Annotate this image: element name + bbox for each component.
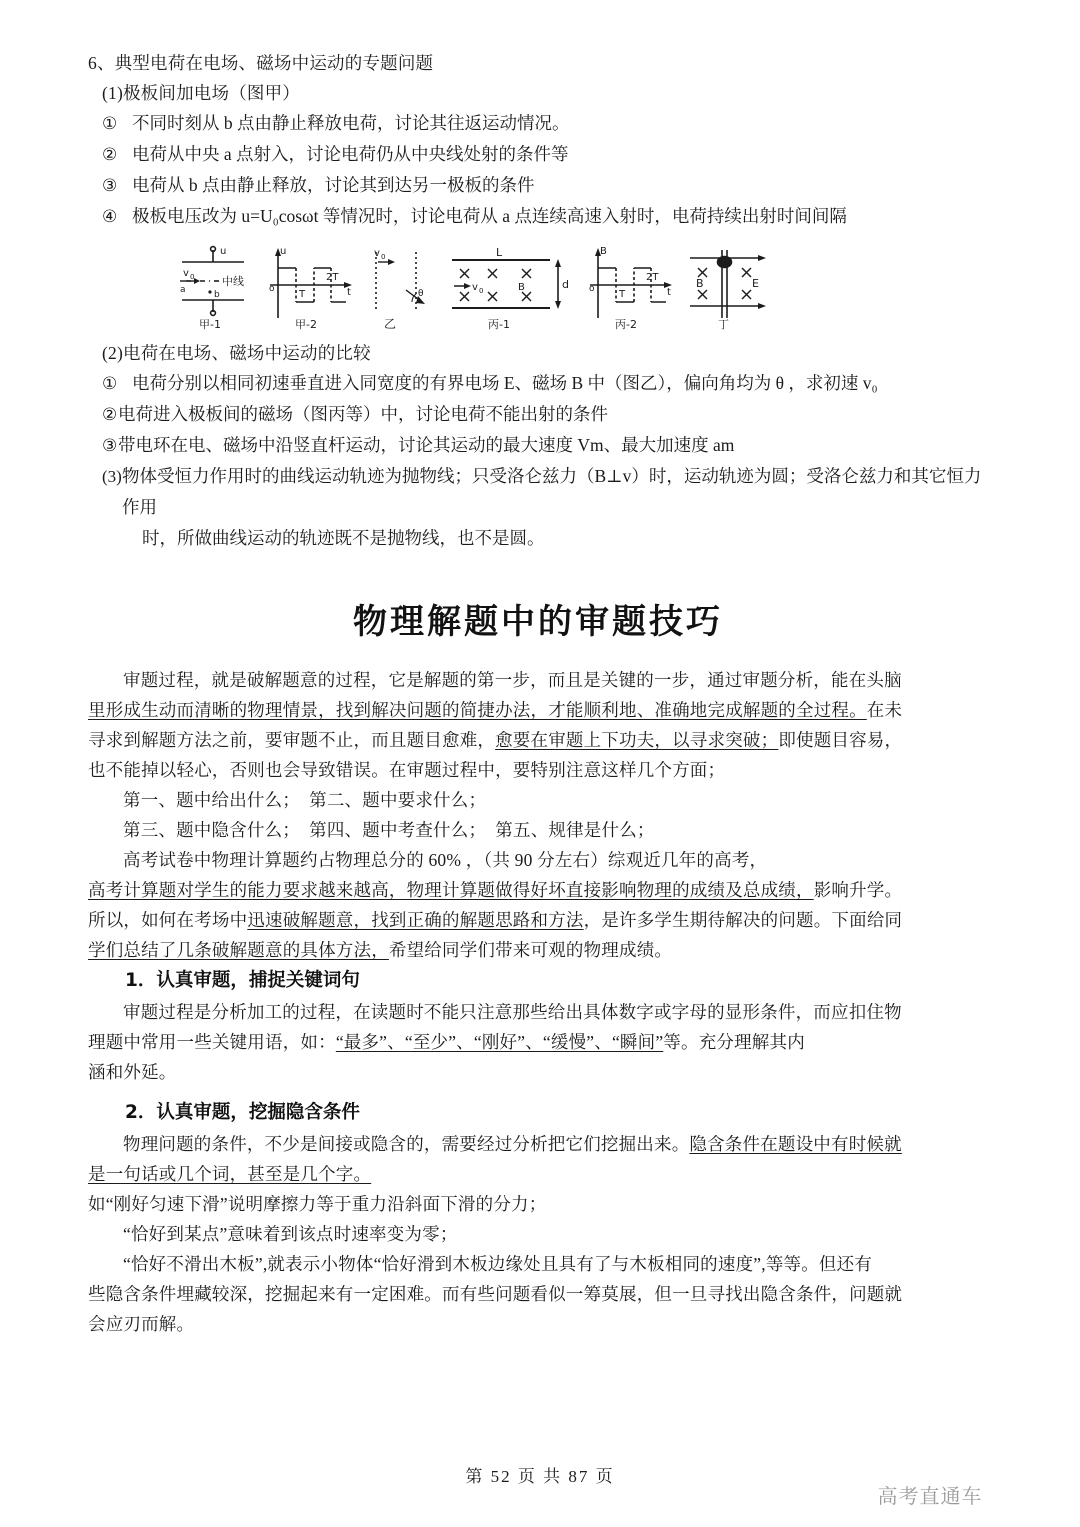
paragraph-text: ，是许多学生期待解决的问题。下面给同 (583, 910, 903, 930)
figure-bing-2 (589, 246, 672, 331)
underlined-text: 迅速破解题意，找到正确的解题思路和方法 (247, 910, 584, 930)
paragraph-line (88, 935, 988, 965)
list-text: 极板电压改为 u=U₀cosωt 等情况时，讨论电荷从 a 点连续高速入射时，电荷持续出射时间间隔 (132, 206, 847, 226)
svg-text:v: v (472, 282, 478, 293)
section-heading-2: 2．认真审题，挖掘隐含条件 (125, 1102, 360, 1123)
svg-text:T: T (299, 289, 306, 300)
emphasis-dotted-text: 理题中常用一些关键用语 (88, 1032, 283, 1052)
paragraph-line (88, 815, 988, 845)
paragraph-text: 审题过程，就是破解题意的过程，它是解题的第一步，而且是关键的一步，通过审题分析，能在头脑 (123, 670, 902, 690)
paragraph-line (88, 1027, 988, 1057)
paragraph-text: 希望给同学们带来可观的物理成绩。 (388, 940, 673, 960)
list-marker: ② (102, 145, 118, 164)
paragraph-text: ，如： (282, 1032, 336, 1052)
svg-text:t: t (667, 287, 671, 298)
paragraph-text: 等。充分理解其内 (663, 1032, 805, 1052)
paragraph-line (88, 1057, 988, 1087)
paragraph-line (88, 1189, 988, 1219)
underlined-text: 隐含条件在题设中有时候就 (689, 1134, 902, 1154)
paragraph-line (88, 1279, 988, 1309)
paragraph-text: 所以，如何在考场中 (88, 910, 248, 930)
svg-text:a: a (180, 285, 186, 295)
list-text: 电荷从 b 点由静止释放，讨论其到达另一极板的条件 (132, 175, 535, 195)
paragraph-line (88, 725, 988, 755)
subsection-2-text: (2)电荷在电场、磁场中运动的比较 (102, 343, 371, 363)
svg-text:b: b (214, 290, 220, 300)
list-item (88, 430, 988, 461)
paragraph-text: 在未 (866, 700, 903, 720)
paragraph-text: 会应刃而解。 (88, 1314, 195, 1334)
paragraph-line (88, 1159, 988, 1189)
list-marker: ④ (102, 207, 118, 226)
list-text: 不同时刻从 b 点由静止释放电荷，讨论其往返运动情况。 (132, 113, 570, 133)
list-text: 电荷从中央 a 点射入，讨论电荷仍从中央线处射的条件等 (132, 144, 569, 164)
svg-text:0: 0 (381, 253, 386, 261)
paragraph-text: 涵和外延。 (88, 1062, 177, 1082)
physics-figure-strip (88, 240, 988, 332)
paragraph-line (88, 875, 988, 905)
underlined-text: “最多”、“至少”、“刚好”、“缓慢”、“瞬间” (335, 1032, 664, 1052)
underlined-text: 愈要在审题上下功夫，以寻求突破； (495, 730, 779, 750)
paragraph-text: 第一、题中给出什么； 第二、题中要求什么； (123, 790, 487, 810)
heading-number-text: 1．认真审题， (125, 970, 249, 991)
list-item (88, 108, 988, 139)
svg-text:中线: 中线 (222, 275, 244, 288)
figure-ding (690, 250, 766, 331)
heading-emphasis-text: 捕捉关键词句 (248, 970, 360, 991)
svg-text:E: E (752, 277, 759, 290)
paragraph-line (88, 755, 988, 785)
svg-text:B: B (518, 282, 525, 293)
list-text: 时，所做曲线运动的轨迹既不是抛物线，也不是圆。 (142, 528, 545, 548)
svg-text:u: u (280, 246, 287, 257)
list-item (88, 170, 988, 201)
svg-text:v: v (183, 268, 189, 279)
underlined-text: 里形成生动而清晰的物理情景，找到解决问题的简捷办法，才能顺利地、准确地完成解题的全过程。 (88, 700, 867, 720)
section-heading-6: 6、典型电荷在电场、磁场中运动的专题问题 (88, 53, 434, 73)
paragraph-text: 也不能掉以轻心，否则也会导致错误。在审题过程中，要特别注意这样几个方面； (88, 760, 726, 780)
list-text: 电荷进入极板间的磁场（图丙等）中，讨论电荷不能出射的条件 (118, 404, 608, 424)
paragraph-text: 影响升学。 (813, 880, 903, 900)
physics-diagrams-svg (166, 240, 786, 332)
paragraph-text: 如“刚好匀速下滑”说明摩擦力等于重力沿斜面下滑的分力； (88, 1194, 547, 1214)
page-content (88, 48, 988, 1339)
list-marker: ② (102, 405, 118, 424)
emphasis-dotted-text: 物理问题的条件，不少是间接或隐含的，需要经过分析把它们挖掘出来。 (123, 1134, 690, 1154)
paragraph-line (88, 1219, 988, 1249)
figure-yi (374, 248, 425, 331)
figure-jia-2 (269, 246, 352, 331)
subsection-1-label (88, 78, 988, 108)
paragraph-line (88, 1129, 988, 1159)
subsection-1-text: (1)极板间加电场（图甲） (102, 83, 301, 103)
paragraph-text: “恰好不滑出木板”,就表示小物体“恰好滑到木板边缘处且具有了与木板相同的速度”,等等。但还有 (123, 1254, 873, 1274)
list-marker: ① (102, 114, 118, 133)
list-text: 物体受恒力作用时的曲线运动轨迹为抛物线；只受洛仑兹力（B⊥v）时，运动轨迹为圆；受洛仑兹力和其它恒力作用 (122, 466, 982, 517)
list-text: 电荷分别以相同初速垂直进入同宽度的有界电场 E、磁场 B 中（图乙），偏向角均为 θ ，求初速 v₀ (132, 373, 878, 393)
svg-text:0: 0 (190, 273, 195, 281)
svg-text:B: B (600, 246, 607, 257)
paragraph-text: 些隐含条件埋藏较深，挖掘起来有一定困难。而有些问题看似一筹莫展，但一旦寻找出隐含条件，问题就 (88, 1284, 903, 1304)
list-item (88, 461, 988, 523)
paragraph-line (88, 695, 988, 725)
page-title: 物理解题中的审题技巧 (353, 602, 723, 642)
svg-text:2T: 2T (326, 272, 339, 283)
paragraph-line (88, 997, 988, 1027)
paragraph-line (88, 1309, 988, 1339)
list-text: 带电环在电、磁场中沿竖直杆运动，讨论其运动的最大速度 Vm、最大加速度 am (118, 435, 735, 455)
svg-text:θ: θ (418, 289, 424, 299)
paragraph-line (88, 845, 988, 875)
list-marker: ① (102, 374, 118, 393)
svg-text:丙-1: 丙-1 (488, 318, 510, 331)
paragraph-line (88, 905, 988, 935)
paragraph-text: 第三、题中隐含什么； 第四、题中考查什么； 第五、规律是什么； (123, 820, 655, 840)
paragraph-text: 高考试卷中物理计算题约占物理总分的 60% ，（共 90 分左右）综观近几年的高考， (123, 850, 768, 870)
figure-bing-1 (452, 246, 569, 331)
page-footer: 第 52 页 共 87 页 (465, 1467, 615, 1486)
svg-text:0: 0 (479, 287, 484, 295)
svg-text:丁: 丁 (718, 318, 729, 331)
list-item-continuation (88, 523, 988, 554)
subsection-2-label (88, 338, 988, 368)
underlined-dotted-text: 是一句话或几个词，甚至是几个字。 (88, 1164, 372, 1184)
paragraph-text: “恰好到某点”意味着到该点时速率变为零； (123, 1224, 458, 1244)
list-item (88, 139, 988, 170)
list-item (88, 201, 988, 232)
paragraph-text: 即使题目容易， (778, 730, 903, 750)
svg-text:v: v (374, 248, 380, 259)
list-marker: ③ (102, 436, 118, 455)
svg-text:o: o (589, 284, 595, 294)
section-heading-1 (88, 965, 988, 997)
svg-text:o: o (269, 284, 275, 294)
paragraph-text: 审题过程是分析加工的过程，在读题时不能只注意那些给出具体数字或字母的显形条件，而应扣住物 (123, 1002, 902, 1022)
list-item (88, 368, 988, 399)
svg-text:B: B (696, 277, 704, 290)
figure-jia-1 (180, 246, 244, 331)
paragraph-line (88, 1249, 988, 1279)
svg-text:甲-2: 甲-2 (295, 318, 317, 331)
watermark-label: 高考直通车 (877, 1484, 983, 1508)
list-marker: ③ (102, 176, 118, 195)
svg-text:T: T (619, 289, 626, 300)
underlined-text: 学们总结了几条破解题意的具体方法， (88, 940, 389, 960)
svg-text:乙: 乙 (384, 317, 397, 331)
svg-text:t: t (347, 287, 351, 298)
svg-text:u: u (220, 246, 227, 257)
paragraph-line (88, 665, 988, 695)
paragraph-line (88, 785, 988, 815)
svg-text:甲-1: 甲-1 (199, 318, 221, 331)
svg-text:2T: 2T (646, 272, 659, 283)
paragraph-text: 寻求到解题方法之前，要审题不止，而且题目愈难， (88, 730, 496, 750)
list-marker: (3) (102, 467, 122, 486)
svg-text:丙-2: 丙-2 (615, 318, 637, 331)
svg-text:d: d (562, 278, 569, 291)
list-item (88, 399, 988, 430)
svg-text:L: L (496, 246, 503, 259)
underlined-text: 高考计算题对学生的能力要求越来越高，物理计算题做得好坏直接影响物理的成绩及总成绩， (88, 880, 814, 900)
